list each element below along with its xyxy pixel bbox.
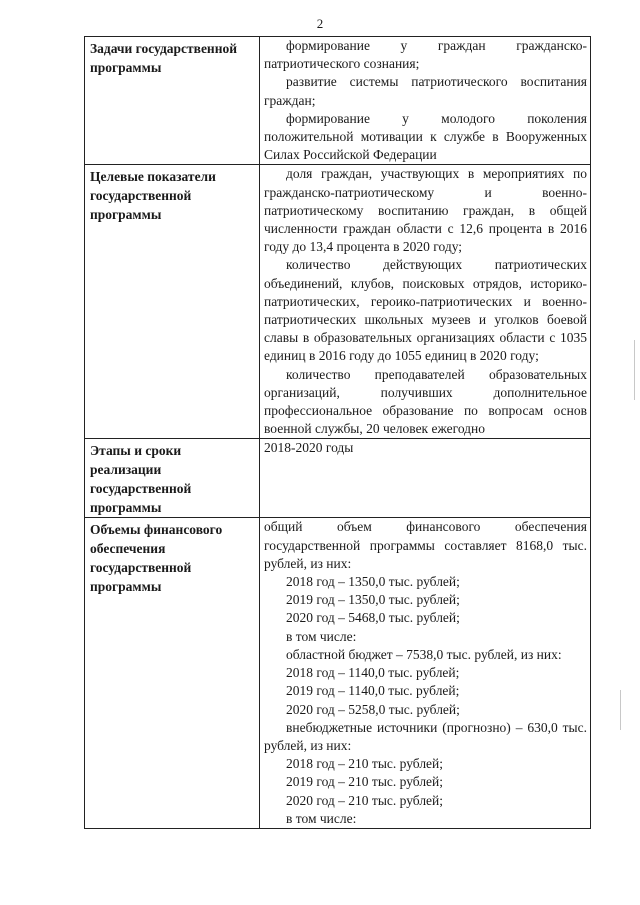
funding-line: 2020 год – 5258,0 тыс. рублей;	[286, 701, 460, 717]
paragraph: развитие системы патриотического воспитания граждан;	[264, 74, 587, 108]
paragraph: общий объем финансового обеспечения государственной программы составляет 8168,0 тыс. рублей, из них:	[264, 519, 587, 571]
funding-line: 2018 год – 210 тыс. рублей;	[286, 756, 444, 772]
funding-line: 2020 год – 5468,0 тыс. рублей;	[286, 610, 460, 626]
page-number: 2	[316, 16, 324, 31]
funding-line: 2018 год – 1350,0 тыс. рублей;	[286, 574, 460, 590]
funding-line: областной бюджет – 7538,0 тыс. рублей, из них:	[286, 646, 562, 662]
paragraph: количество действующих патриотических объединений, клубов, поисковых отрядов, историко-патриотических, героико-патриотических и военно-патриотических школьных музеев и уголков боевой славы в образовательных организациях области с 1035 единиц в 2016 году до 1055 единиц в 2020 году;	[264, 257, 587, 364]
paragraph: внебюджетные источники (прогнозно) – 630,0 тыс. рублей, из них:	[264, 719, 587, 753]
row-label-funding: Объемы финансового обеспечения государственной программы	[85, 518, 260, 828]
scan-artifact	[620, 690, 621, 730]
paragraph: формирование у граждан гражданско-патриотического сознания;	[264, 38, 587, 72]
row-value-funding	[260, 518, 591, 828]
paragraph: количество преподавателей образовательных организаций, получивших дополнительное профессиональное образование по вопросам основ военной службы, 20 человек ежегодно	[264, 366, 587, 437]
row-value-stages	[260, 439, 591, 518]
program-passport-table	[84, 36, 591, 829]
row-value-indicators	[260, 165, 591, 439]
funding-line: в том числе:	[286, 628, 357, 644]
funding-line: 2019 год – 1140,0 тыс. рублей;	[286, 683, 460, 699]
table-row	[85, 165, 591, 439]
funding-line: 2019 год – 1350,0 тыс. рублей;	[286, 592, 460, 608]
funding-line: 2020 год – 210 тыс. рублей;	[286, 792, 444, 808]
row-label-tasks: Задачи государственной программы	[85, 37, 260, 165]
table-row	[85, 439, 591, 518]
paragraph: формирование у молодого поколения положительной мотивации к службе в Вооруженных Силах Российской Федерации	[264, 110, 587, 163]
table-row	[85, 37, 591, 165]
row-label-indicators: Целевые показатели государственной программы	[85, 165, 260, 439]
funding-line: 2018 год – 1140,0 тыс. рублей;	[286, 665, 460, 681]
funding-line: в том числе:	[286, 810, 357, 826]
row-label-stages: Этапы и сроки реализации государственной программы	[85, 439, 260, 518]
table-row	[85, 518, 591, 828]
funding-line: 2019 год – 210 тыс. рублей;	[286, 774, 444, 790]
paragraph: 2018-2020 годы	[264, 440, 354, 456]
row-value-tasks	[260, 37, 591, 165]
paragraph: доля граждан, участвующих в мероприятиях по гражданско-патриотическому и военно-патриотическому воспитанию граждан, в общей численности граждан области с 12,6 процента в 2016 году до 13,4 процента в 2020 году;	[264, 166, 587, 255]
scan-artifact	[634, 340, 635, 400]
